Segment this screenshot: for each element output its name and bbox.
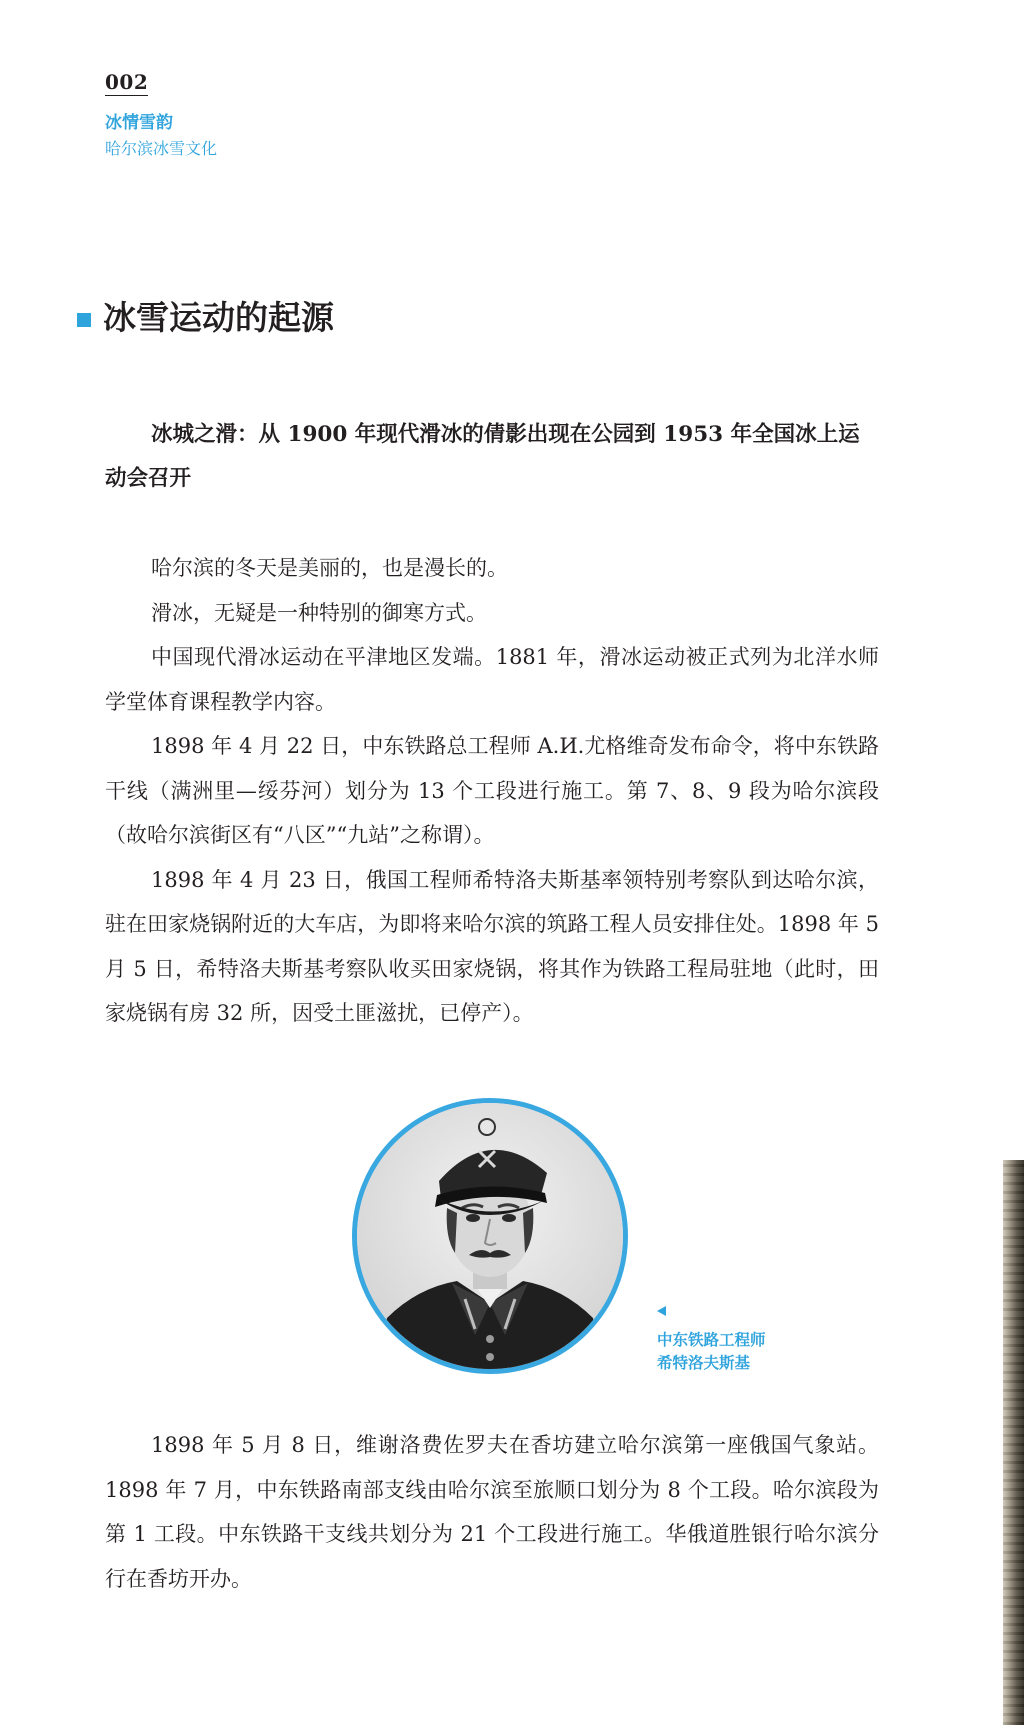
- section-heading: [77, 296, 334, 340]
- paragraph: 滑冰，无疑是一种特别的御寒方式。: [151, 600, 487, 625]
- page-number: 002: [105, 70, 149, 94]
- caption-line: 希特洛夫斯基: [657, 1353, 751, 1372]
- photo-texture: [1003, 1160, 1024, 1725]
- paragraph: 1898 年 4 月 23 日，俄国工程师希特洛夫斯基率领特别考察队到达哈尔滨，驻在田家烧锅附近的大车店，为即将来哈尔滨的筑路工程人员安排住处。1898 年 5 月 5 日，希特洛夫斯基考察队收买田家烧锅，将其作为铁路工程局驻地（此时，田家烧锅有房 32 所，因受土匪滋扰，已停产）。: [105, 867, 879, 1025]
- adjacent-page-photo-edge: [1003, 1160, 1024, 1725]
- body-text-block-2: [105, 1423, 879, 1601]
- figure-caption: [657, 1328, 766, 1374]
- paragraph: 中国现代滑冰运动在平津地区发端。1881 年，滑冰运动被正式列为北洋水师学堂体育课程教学内容。: [105, 645, 879, 714]
- section-marker-square: [77, 313, 91, 327]
- section-subheading: 冰城之滑：从 1900 年现代滑冰的倩影出现在公园到 1953 年全国冰上运动会召开: [105, 422, 860, 491]
- caption-line: 中东铁路工程师: [657, 1330, 766, 1349]
- body-text-block-1: [105, 546, 879, 1036]
- caption-pointer-icon: [657, 1306, 666, 1316]
- paragraph: 1898 年 4 月 22 日，中东铁路总工程师 A.И.尤格维奇发布命令，将中东铁路干线（满洲里—绥芬河）划分为 13 个工段进行施工。第 7、8、9 段为哈尔滨段（故哈尔滨街区有“八区”“九站”之称谓）。: [105, 734, 879, 847]
- portrait-illustration: [357, 1103, 623, 1369]
- paragraph: 1898 年 5 月 8 日，维谢洛费佐罗夫在香坊建立哈尔滨第一座俄国气象站。1898 年 7 月，中东铁路南部支线由哈尔滨至旅顺口划分为 8 个工段。哈尔滨段为第 1 工段。中东铁路干支线共划分为 21 个工段进行施工。华俄道胜银行哈尔滨分行在香坊开办。: [105, 1433, 879, 1591]
- paragraph: 哈尔滨的冬天是美丽的，也是漫长的。: [151, 556, 508, 580]
- running-subtitle: 哈尔滨冰雪文化: [105, 139, 218, 158]
- section-title: 冰雪运动的起源: [103, 298, 334, 337]
- portrait-photo: [352, 1098, 628, 1374]
- running-title: 冰情雪韵: [105, 113, 173, 133]
